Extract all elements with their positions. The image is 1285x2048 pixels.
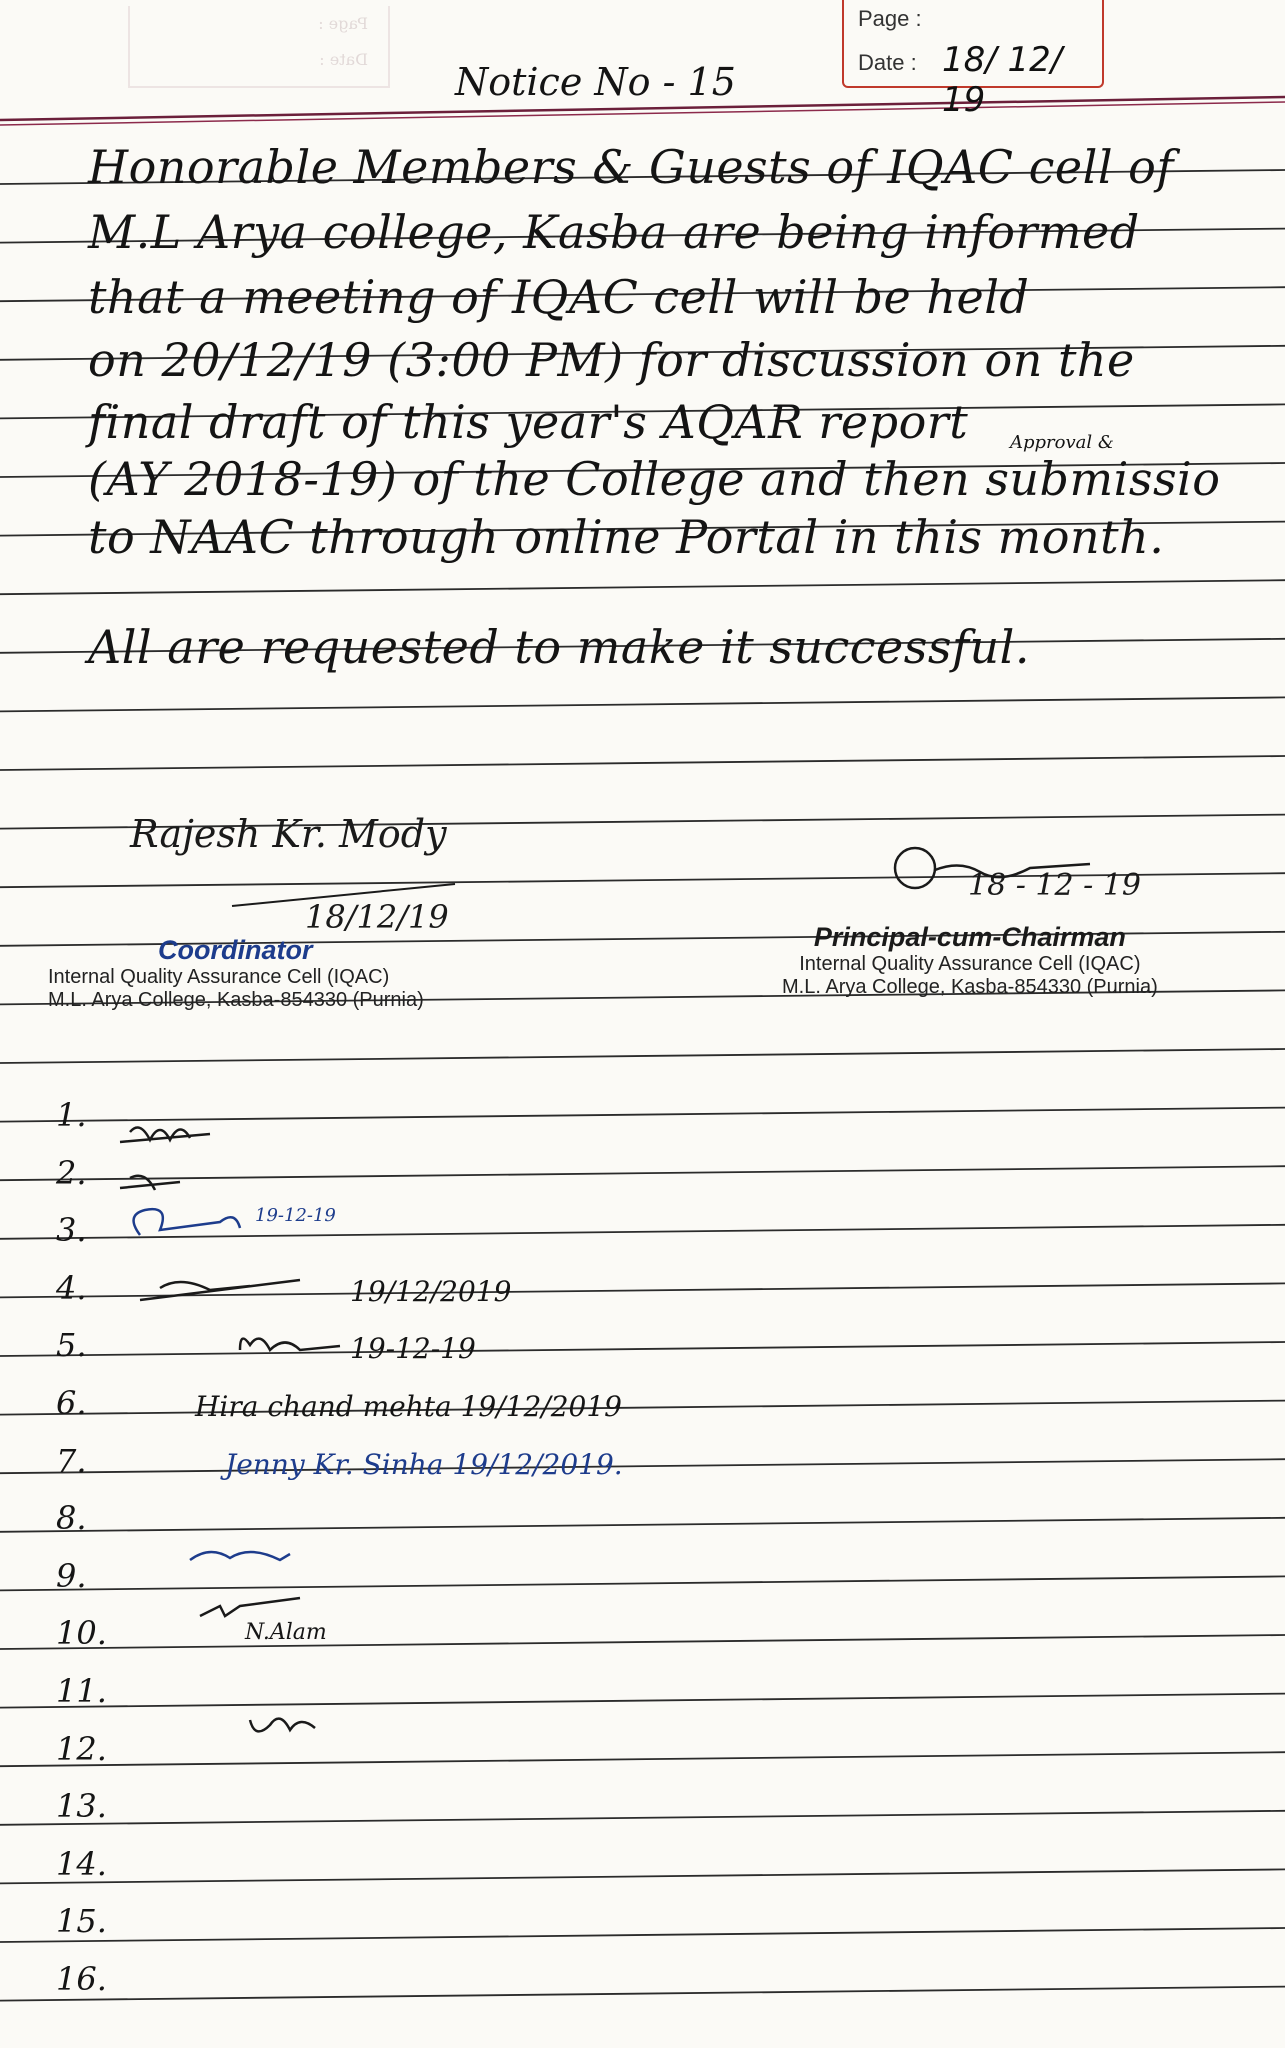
ruled-line — [0, 1811, 1285, 1825]
principal-cell: Internal Quality Assurance Cell (IQAC) — [799, 953, 1141, 975]
ruled-line — [0, 580, 1285, 594]
member-signature: 19-12-19 — [350, 1332, 476, 1366]
list-item-number: 11. — [56, 1672, 107, 1710]
list-item-number: 14. — [56, 1844, 107, 1883]
member-signature: Hira chand mehta 19/12/2019 — [195, 1390, 622, 1423]
member-signature: 19/12/2019 — [350, 1274, 512, 1308]
list-item-number: 1. — [56, 1096, 87, 1134]
list-item-number: 10. — [56, 1614, 107, 1653]
notice-line: Honorable Members & Guests of IQAC cell of — [88, 140, 1174, 194]
ruled-line — [0, 697, 1285, 711]
member-signature: 19-12-19 — [255, 1205, 336, 1227]
coordinator-stamp — [48, 935, 424, 1012]
list-item-number: 7. — [56, 1441, 87, 1480]
bleed-through-box: Page : Date : — [128, 6, 390, 88]
list-item-number: 12. — [56, 1729, 107, 1768]
list-item-number: 8. — [56, 1499, 87, 1538]
principal-signature-date: 18 - 12 - 19 — [968, 868, 1141, 903]
coordinator-college: M.L. Arya College, Kasba-854330 (Purnia) — [48, 989, 424, 1011]
principal-college: M.L. Arya College, Kasba-854330 (Purnia) — [782, 976, 1158, 998]
closing-line: All are requested to make it successful. — [88, 620, 1030, 674]
ruled-line — [0, 1987, 1285, 2001]
ruled-line — [0, 1928, 1285, 1942]
list-item-number: 4. — [56, 1268, 87, 1307]
date-label: Date : — [858, 50, 917, 75]
date-value: 18/ 12/ 19 — [942, 40, 1063, 120]
list-item-number: 2. — [56, 1153, 87, 1192]
notice-line: to NAAC through online Portal in this month. — [88, 510, 1165, 564]
ruled-line — [0, 1869, 1285, 1883]
list-item-number: 5. — [56, 1326, 87, 1365]
notice-line: on 20/12/19 (3:00 PM) for discussion on the — [88, 333, 1135, 387]
insertion-note: Approval & — [1010, 432, 1114, 453]
ruled-line — [0, 1049, 1285, 1063]
principal-stamp — [782, 922, 1158, 999]
notice-line: (AY 2018-19) of the College and then submissio — [88, 452, 1221, 506]
member-signatures-lower — [180, 1540, 380, 1760]
coordinator-role: Coordinator — [158, 935, 313, 965]
coordinator-signature: Rajesh Kr. Mody — [130, 812, 447, 856]
member-signature: Jenny Kr. Sinha 19/12/2019. — [225, 1447, 623, 1481]
notice-line: that a meeting of IQAC cell will be held — [88, 270, 1030, 324]
principal-role: Principal-cum-Chairman — [813, 922, 1126, 952]
list-item-number: 3. — [56, 1211, 87, 1250]
notice-line: M.L Arya college, Kasba are being informed — [88, 205, 1140, 259]
list-item-number: 9. — [56, 1556, 87, 1595]
list-item-number: 15. — [56, 1902, 107, 1941]
member-signature: N.Alam — [245, 1620, 327, 1646]
member-signatures — [100, 1110, 500, 1530]
page-label: Page : — [858, 6, 922, 31]
notice-line: final draft of this year's AQAR report — [88, 395, 969, 449]
list-item-number: 13. — [56, 1787, 107, 1826]
ruled-line — [0, 756, 1285, 770]
list-item-number: 16. — [56, 1960, 107, 1998]
notice-title: Notice No - 15 — [455, 60, 736, 104]
page-date-box — [842, 0, 1104, 120]
coordinator-cell: Internal Quality Assurance Cell (IQAC) — [48, 966, 390, 988]
coordinator-signature-date: 18/12/19 — [305, 898, 449, 936]
list-item-number: 6. — [56, 1384, 87, 1422]
